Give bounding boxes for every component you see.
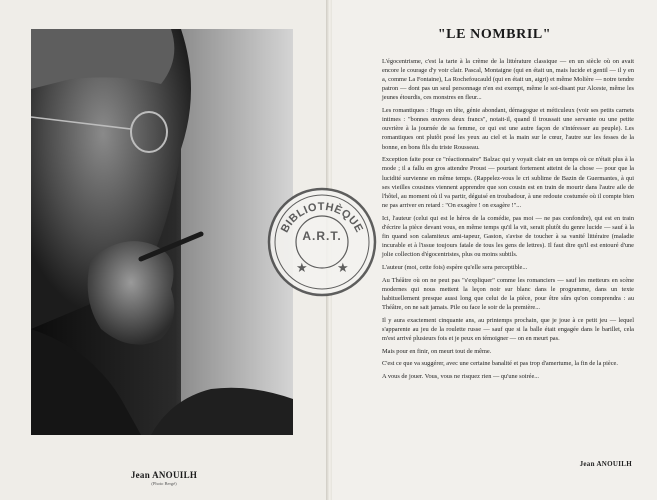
library-stamp	[266, 186, 378, 298]
paragraph: Il y aura exactement cinquante ans, au printemps prochain, que je joue à ce petit jeu — lequel s'apparente au jeu de la roulette russe — sauf que si la balle était engagée dans le barillet, cela m'est arrivé plusieurs fois et je peux en témoigner — on en meurt pas.	[382, 316, 634, 342]
paragraph: Exception faite pour ce "réactionnaire" Balzac qui y voyait clair en un temps où ce n'était plus à la mode ; il a fallu en gros attendre Proust — pourtant fortement atteint de la chose — pour que la lucidité survienne en même temps. (Rappelez-vous le cri sublime de Bazin de Guermantes, à qui ses vieilles cousines viennent apprendre que son cousin est en train de mourir dans l'autre aile de l'hôtel, au moment où il va partir, déguisé en troubadour, à une redoute costumée où il compte bien ne pas arriver en retard : "On exagère ! on exagère !"...	[382, 156, 634, 209]
stamp-center-text: A.R.T.	[302, 229, 342, 243]
star-icon: ★	[296, 261, 308, 276]
paragraph: Au Théâtre où on ne peut pas "s'expliquer" comme les romanciers — sauf les metteurs en scène modernes qui nous mettent la leçon noir sur blanc dans le programme, dans un texte habituellement presque aussi long que celui de la pièce, pour être sûrs qu'on comprendra : au Théâtre, on ne sait jamais. Pile ou face le soir de la première...	[382, 276, 634, 311]
right-page	[332, 0, 657, 500]
stamp-arc-text: BIBLIOTHÈQUE	[278, 200, 366, 235]
paragraph: C'est ce que va suggérer, avec une certaine banalité et pas trop d'amertume, la fin de la pièce.	[382, 360, 618, 368]
photo-caption-name: Jean ANOUILH	[130, 470, 198, 480]
photo-credit: (Photo Bergé)	[151, 481, 177, 486]
paragraph: Les romantiques : Hugo en tête, génie abondant, démagogue et méticuleux (voir ses petits carnets intimes : "bonnes œuvres deux francs", notait-il, quand il troussait une servante ou une petite ouvrière à la journée de sa femme, ce qui est une autre façon de s'intéresser au peuple). Les romantiques ont plutôt posé les yeux au ciel et la main sur le cœur, l'autre sur les fesses de la bonne, en bons fils du triste Rousseau.	[382, 107, 634, 151]
portrait-image	[31, 29, 293, 435]
author-portrait-photo	[31, 29, 293, 435]
paragraph: L'égocentrisme, c'est la tarte à la crème de la littérature classique — en un siècle où on avait encore le courage d'y voir clair. Pascal, Montaigne (qui en était un, mais lucide et gentil — il y en a, comme La Fontaine), La Rochefoucauld (qui en était un, aigri) et même Molière — notre tendre patron — dont pas un seul personnage n'en est exempt, même le soi-disant pur Alceste, même les jeunes étourdis, ces monstres en fleur...	[382, 58, 634, 102]
paragraph: Ici, l'auteur (celui qui est le héros de la comédie, pas moi — ne pas confondre), qui est en train d'écrire la pièce devant vous, en même temps qu'il la vit, serait plutôt du genre lucide — sauf à la fin quand son calamiteux ami-tapeur, Gaston, s'avise de toucher à sa vanité littéraire (maladie incurable et à l'issue toujours fatale de tous les gens de lettres). Il faut dire qu'il est entouré d'une jolie collection d'égocentristes, plus ou moins subtils.	[382, 214, 634, 258]
paragraph: A vous de jouer. Vous, vous ne risquez rien — qu'une soirée...	[382, 373, 540, 381]
article-signature: Jean ANOUILH	[579, 460, 632, 468]
paragraph: L'auteur (moi, cette fois) espère qu'elle sera perceptible...	[382, 263, 528, 271]
article-title: "LE NOMBRIL"	[437, 27, 552, 42]
paragraph: Mais pour en finir, on meurt tout de même.	[382, 347, 492, 355]
star-icon: ★	[337, 261, 349, 276]
article-body	[382, 57, 634, 385]
